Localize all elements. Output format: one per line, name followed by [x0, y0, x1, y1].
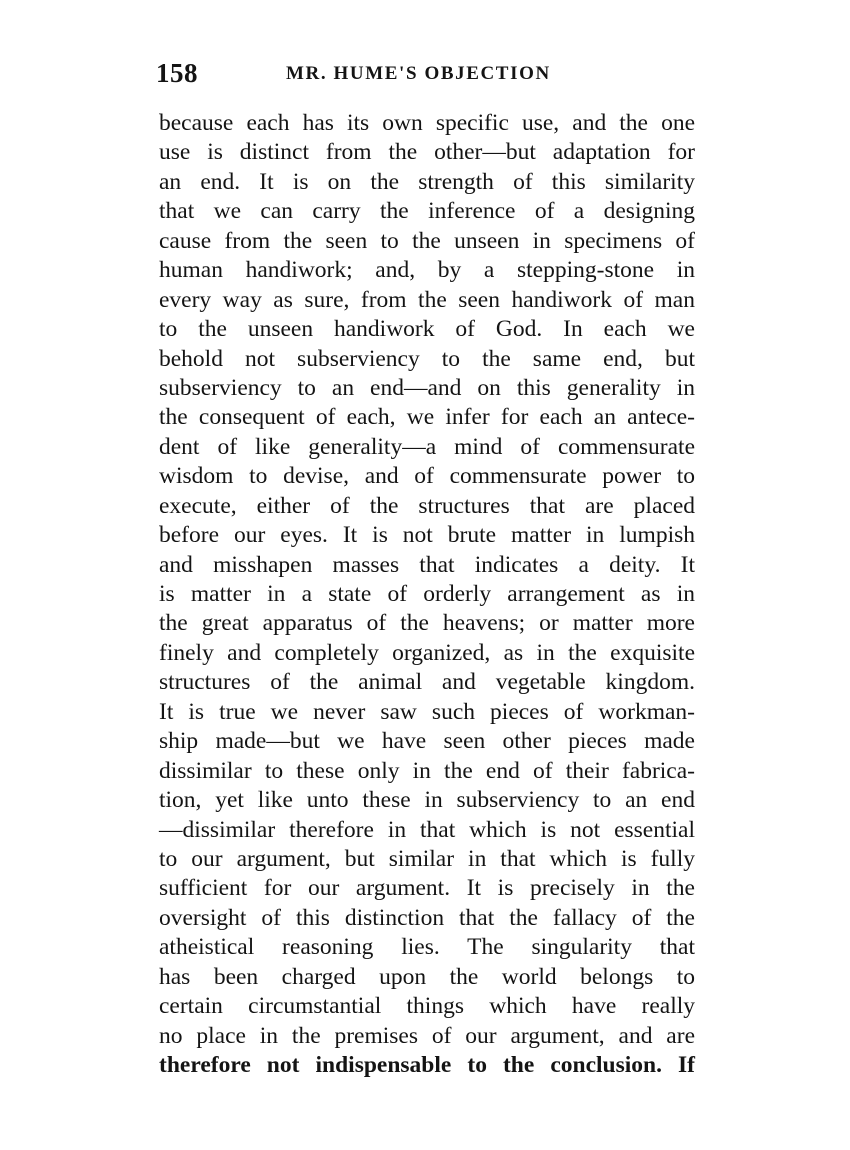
- text-line: is matter in a state of orderly arrangement as in: [159, 581, 695, 607]
- text-line: —dissimilar therefore in that which is not essential: [159, 816, 695, 843]
- text-line: dent of like generality—a mind of commensurate: [159, 433, 695, 460]
- running-title: MR. HUME'S OBJECTION: [286, 63, 551, 84]
- text-line: no place in the premises of our argument, and are: [159, 1022, 695, 1049]
- text-line: execute, either of the structures that are placed: [159, 492, 695, 519]
- text-line: therefore not indispensable to the conclusion. If: [159, 1052, 695, 1078]
- text-line: human handiwork; and, by a stepping-stone in: [159, 257, 695, 284]
- text-line: ship made—but we have seen other pieces made: [159, 728, 695, 755]
- text-line: behold not subserviency to the same end, but: [159, 345, 695, 372]
- text-line: tion, yet like unto these in subserviency to an end: [159, 787, 695, 814]
- text-line: the consequent of each, we infer for each an antece-: [159, 404, 695, 431]
- text-line: structures of the animal and vegetable kingdom.: [159, 669, 695, 696]
- text-line: to the unseen handiwork of God. In each we: [159, 316, 695, 343]
- text-line: oversight of this distinction that the fallacy of the: [159, 904, 695, 931]
- text-line: use is distinct from the other—but adaptation for: [159, 139, 695, 166]
- text-line: atheistical reasoning lies. The singularity that: [159, 934, 695, 961]
- text-line: every way as sure, from the seen handiwork of man: [159, 286, 695, 313]
- text-line: dissimilar to these only in the end of their fabrica-: [159, 757, 695, 784]
- text-line: an end. It is on the strength of this similarity: [159, 168, 695, 195]
- text-line: It is true we never saw such pieces of workman-: [159, 698, 695, 725]
- body-text: [159, 109, 695, 1080]
- text-line: finely and completely organized, as in the exquisite: [159, 639, 695, 666]
- text-line: wisdom to devise, and of commensurate power to: [159, 463, 695, 490]
- text-line: the great apparatus of the heavens; or matter more: [159, 610, 695, 637]
- text-line: certain circumstantial things which have really: [159, 993, 695, 1020]
- text-line: because each has its own specific use, and the one: [159, 110, 695, 136]
- page-number: 158: [156, 58, 198, 88]
- running-head: [156, 58, 696, 92]
- text-line: subserviency to an end—and on this generality in: [159, 374, 695, 401]
- text-line: before our eyes. It is not brute matter in lumpish: [159, 522, 695, 549]
- text-line: sufficient for our argument. It is precisely in the: [159, 875, 695, 902]
- text-line: to our argument, but similar in that which is fully: [159, 845, 695, 872]
- text-line: cause from the seen to the unseen in specimens of: [159, 227, 695, 254]
- text-line: that we can carry the inference of a designing: [159, 198, 695, 225]
- text-line: has been charged upon the world belongs to: [159, 963, 695, 990]
- text-line: and misshapen masses that indicates a deity. It: [159, 551, 695, 578]
